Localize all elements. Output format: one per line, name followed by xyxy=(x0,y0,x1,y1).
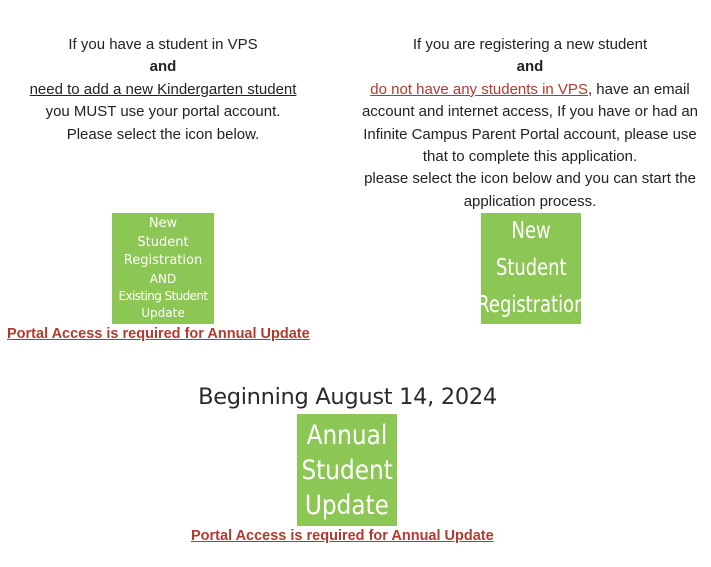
right-line-6: that to complete this application. xyxy=(422,148,638,166)
tile-left-line-6: Update xyxy=(141,305,185,320)
new-and-existing-registration-button[interactable] xyxy=(112,213,214,324)
portal-access-link-top[interactable]: Portal Access is required for Annual Update xyxy=(7,326,310,342)
tile-left-line-2: Student xyxy=(137,234,189,250)
no-students-link[interactable]: do not have any students in VPS xyxy=(370,80,588,98)
tile-right-line-2: Student xyxy=(495,255,567,281)
tile-right-line-1: New xyxy=(511,218,551,244)
new-student-info xyxy=(356,34,704,213)
portal-access-link-bottom[interactable]: Portal Access is required for Annual Update xyxy=(191,528,494,544)
right-line-8: application process. xyxy=(463,192,597,210)
new-student-registration-button[interactable] xyxy=(476,213,586,324)
right-line-4: account and internet access, If you have or had an xyxy=(361,103,699,121)
beginning-date-heading: Beginning August 14, 2024 xyxy=(198,384,497,410)
tile-center-line-3: Update xyxy=(304,489,390,521)
left-line-4: you MUST use your portal account. xyxy=(45,103,281,121)
tile-left-line-1: New xyxy=(148,216,178,232)
tile-center-line-1: Annual xyxy=(306,419,388,451)
right-line-3-rest: , have an email xyxy=(587,80,690,98)
tile-left-line-5: Existing Student xyxy=(118,288,208,303)
left-and-label: and xyxy=(149,58,177,76)
left-line-5: Please select the icon below. xyxy=(66,125,260,143)
right-line-1: If you are registering a new student xyxy=(412,36,648,53)
tile-left-line-3: Registration xyxy=(123,253,203,269)
tile-right-line-3: Registration xyxy=(476,292,586,318)
right-line-7: please select the icon below and you can start the xyxy=(364,170,696,188)
left-line-1: If you have a student in VPS xyxy=(68,36,258,53)
right-line-5: Infinite Campus Parent Portal account, please use xyxy=(363,125,697,143)
annual-student-update-button[interactable] xyxy=(297,414,397,526)
left-kindergarten-text: need to add a new Kindergarten student xyxy=(29,80,297,98)
right-line-3 xyxy=(356,79,704,101)
existing-student-info xyxy=(0,34,326,146)
right-and-label: and xyxy=(516,58,544,76)
tile-center-line-2: Student xyxy=(301,454,393,486)
tile-left-line-4: AND xyxy=(149,271,177,286)
